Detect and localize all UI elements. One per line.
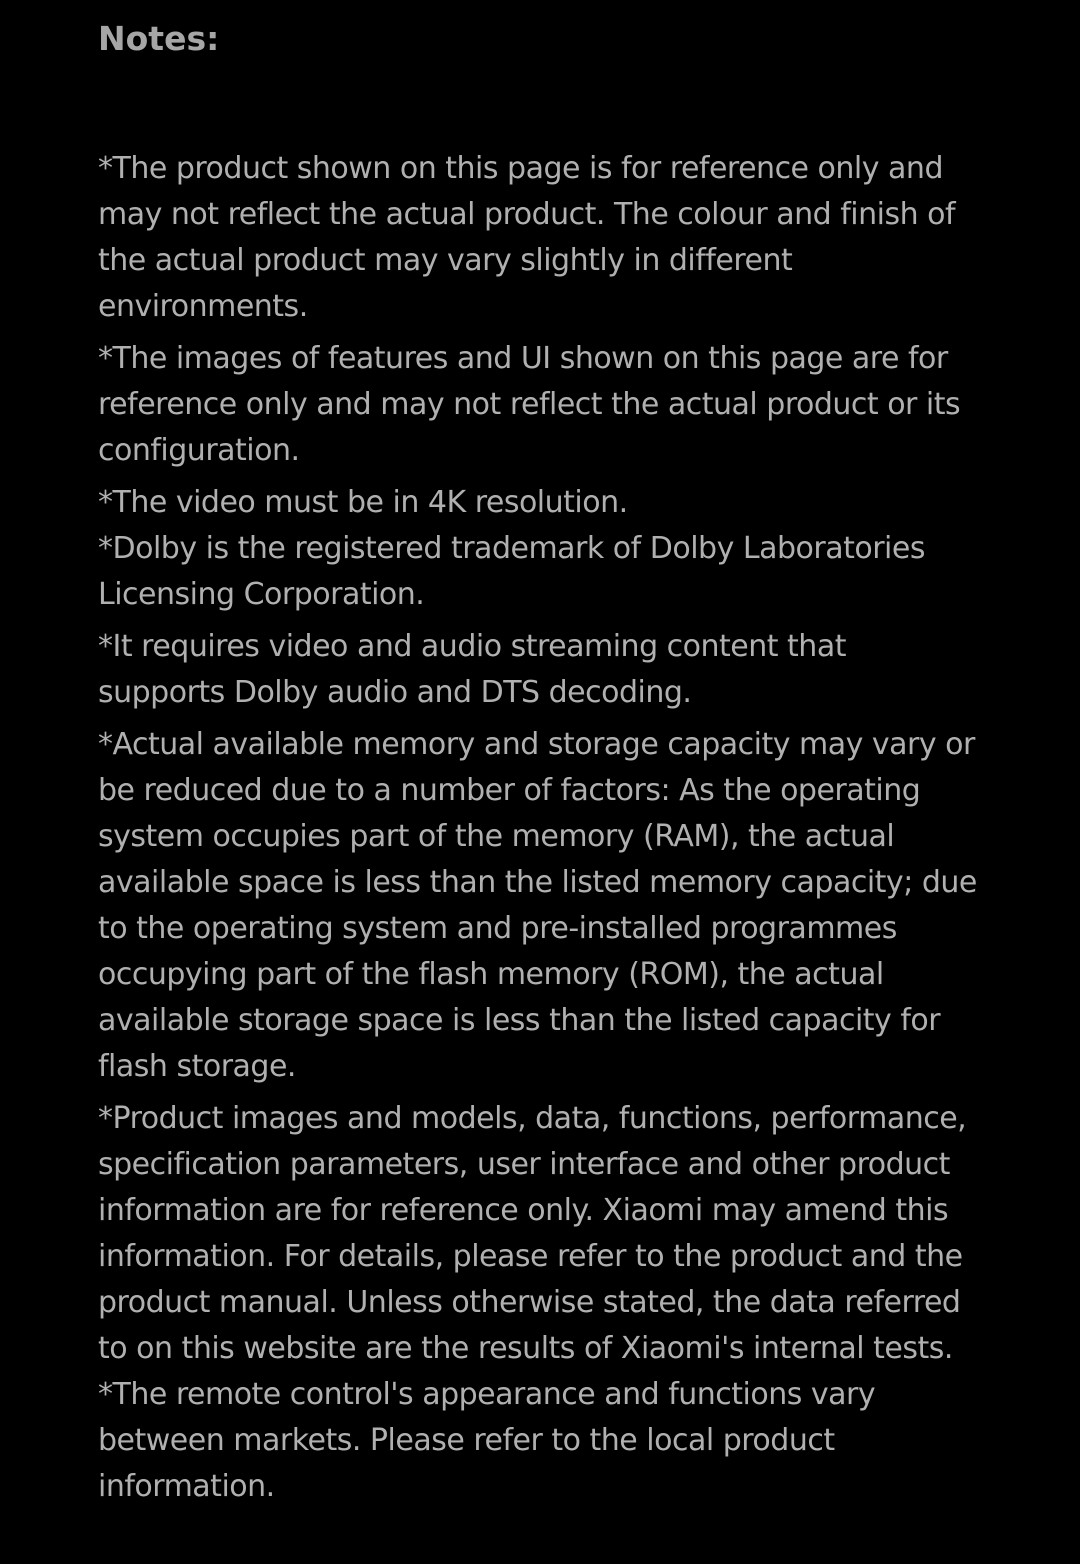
note-item: *Actual available memory and storage capacity may vary or be reduced due to a number of factors: As the operating system occupies part of the memory (RAM), the actual available space is less than the listed memory capacity; due to the operating system and pre-installed programmes occupying part of the flash memory (ROM), the actual available storage space is less than the listed capacity for flash storage.	[98, 727, 977, 1084]
note-item: *The images of features and UI shown on this page are for reference only and may not reflect the actual product or its configuration.	[98, 341, 961, 468]
notes-list	[98, 146, 978, 1516]
note-item: *It requires video and audio streaming content that supports Dolby audio and DTS decoding.	[98, 629, 846, 710]
notes-heading: Notes:	[98, 19, 220, 58]
note-item: *Dolby is the registered trademark of Dolby Laboratories Licensing Corporation.	[98, 531, 925, 612]
note-item: *The video must be in 4K resolution.	[98, 485, 628, 520]
note-item: *The remote control's appearance and functions vary between markets. Please refer to the local product information.	[98, 1377, 876, 1504]
note-item: *Product images and models, data, functions, performance, specification parameters, user interface and other product information are for reference only. Xiaomi may amend this information. For details, please refer to the product and the product manual. Unless otherwise stated, the data referred to on this website are the results of Xiaomi's internal tests.	[98, 1101, 967, 1366]
note-item: *The product shown on this page is for reference only and may not reflect the actual product. The colour and finish of the actual product may vary slightly in different environments.	[98, 151, 956, 324]
notes-section	[98, 16, 978, 1504]
